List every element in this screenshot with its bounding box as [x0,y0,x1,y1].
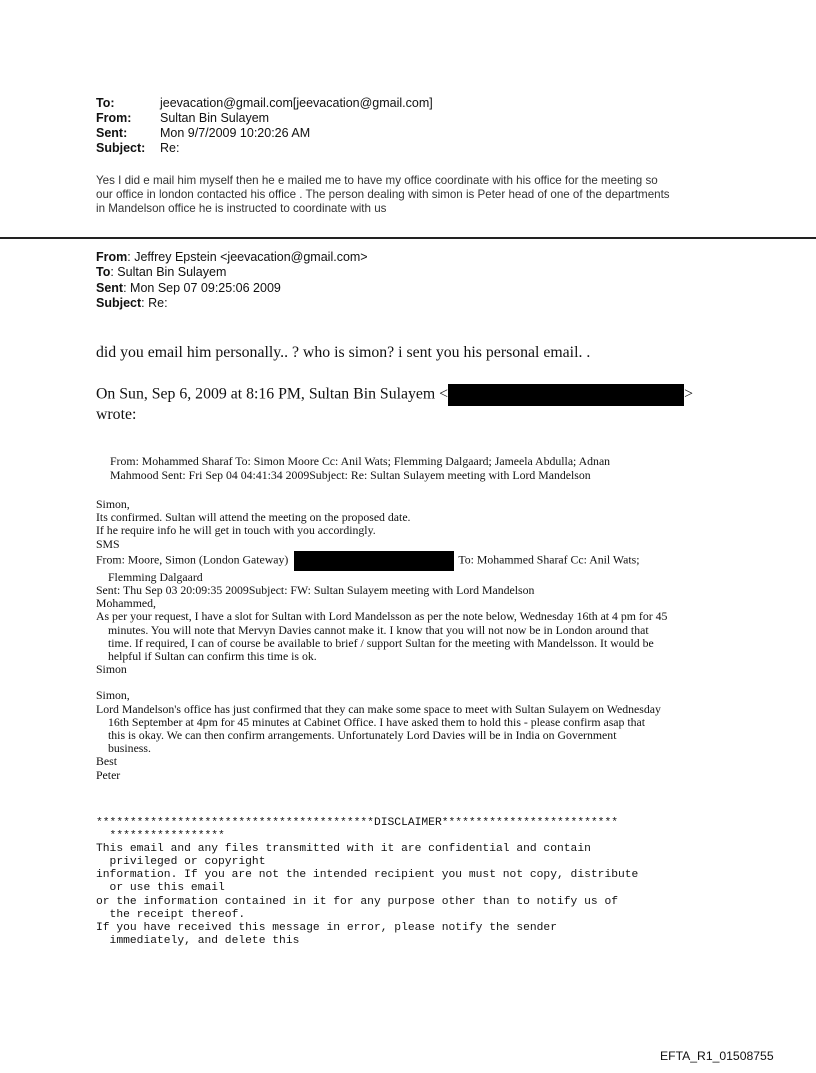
quoted-sent-value: : Mon Sep 07 09:25:06 2009 [123,280,281,295]
reply-line-1: Yes I did e mail him myself then he e mailed me to have my office coordinate with his office for the meeting so [96,174,658,187]
quoted-to-value: : Sultan Bin Sulayem [110,265,227,280]
thread-confirmed: Its confirmed. Sultan will attend the meeting on the proposed date. [96,510,411,525]
header-sent-row [96,126,776,141]
disclaimer-line-6: or use this email [96,882,225,895]
on-sun-suffix: > [684,385,693,403]
thread-flemming: Flemming Dalgaard [108,569,203,584]
reply-body [96,174,736,217]
header-sent-value: Mon 9/7/2009 10:20:26 AM [160,126,311,140]
disclaimer-line-7: or the information contained in it for any purpose other than to notify us of [96,895,619,908]
disclaimer-line-8: the receipt thereof. [96,908,246,921]
on-sun-line [96,384,736,424]
thread-from-moore-suffix: To: Mohammed Sharaf Cc: Anil Wats; [458,552,640,567]
thread-peter: Peter [96,767,121,782]
redaction-block [448,384,684,406]
thread-from-moore [96,551,736,571]
quoted-sent-label: Sent [96,280,124,295]
thread-sms: SMS [96,536,120,551]
quoted-to-label: To [96,265,111,280]
epstein-message: did you email him personally.. ? who is simon? i sent you his personal email. . [96,344,591,361]
thread-para1-line-3: time. If required, I can of course be available to brief / support Sultan for the meeting with Mandelsson. It would be [108,635,654,650]
thread-para1-line-2: minutes. You will note that Mervyn Davies cannot make it. I know that you will not now be in London around that [108,622,649,637]
thread-require-info: If he require info he will get in touch with you accordingly. [96,523,376,538]
header-from-label: From: [96,111,132,125]
forward-header [110,454,670,482]
thread-simon-sign: Simon [96,662,127,677]
thread-simon-greeting: Simon, [96,497,130,511]
reply-line-2: our office in london contacted his office . The person dealing with simon is Peter head of one of the departments [96,188,670,202]
thread-from-moore-prefix: From: Moore, Simon (London Gateway) [96,552,289,567]
header-to-value: jeevacation@gmail.com[jeevacation@gmail.com] [160,96,433,110]
header-to-label: To: [96,96,115,110]
disclaimer-line-1: *****************************************DISCLAIMER************************** [96,817,619,829]
document-id: EFTA_R1_01508755 [660,1049,774,1063]
quoted-sent-row [96,281,696,296]
thread-mohammed-greeting: Mohammed, [96,596,156,611]
thread-para2-line-3: this is okay. We can then confirm arrangements. Unfortunately Lord Davies will be in India on Government [108,728,617,743]
on-sun-wrote: wrote: [96,406,137,423]
quoted-to-row [96,265,696,280]
reply-line-3: in Mandelson office he is instructed to coordinate with us [96,202,387,216]
quoted-subject-value: : Re: [141,295,168,310]
thread-para2-line-1: Lord Mandelson's office has just confirmed that they can make some space to meet with Sultan Sulayem on Wednesday [96,701,661,716]
disclaimer-line-9: If you have received this message in error, please notify the sender [96,921,557,934]
spacer [96,676,736,689]
thread-body [96,498,736,782]
thread-para2-line-2: 16th September at 4pm for 45 minutes at Cabinet Office. I have asked them to hold this - please confirm asap that [108,714,646,729]
header-subject-value: Re: [160,141,180,155]
quoted-from-label: From [96,250,128,264]
quoted-from-value: : Jeffrey Epstein <jeevacation@gmail.com> [127,250,368,264]
quoted-subject-row [96,296,696,311]
thread-para1-line-1: As per your request, I have a slot for Sultan with Lord Mandelsson as per the note below, Wednesday 16th at 4 pm for 45 [96,609,668,624]
section-divider [0,237,816,239]
header-to-row [96,96,776,111]
on-sun-prefix: On Sun, Sep 6, 2009 at 8:16 PM, Sultan Bin Sulayem < [96,385,449,403]
thread-sent-thu: Sent: Thu Sep 03 20:09:35 2009Subject: FW: Sultan Sulayem meeting with Lord Mandelson [96,583,535,598]
thread-simon-greeting-2: Simon, [96,688,130,703]
quoted-subject-label: Subject [96,295,142,310]
header-from-row [96,111,776,126]
redaction-block [294,551,454,571]
email-header [96,96,776,156]
disclaimer [96,817,736,948]
forward-header-line-1: From: Mohammed Sharaf To: Simon Moore Cc: Anil Wats; Flemming Dalgaard; Jameela Abdulla; Adnan [110,454,611,468]
disclaimer-line-2: ***************** [96,830,225,843]
quoted-header [96,250,696,311]
header-from-value: Sultan Bin Sulayem [160,111,270,125]
disclaimer-line-5: information. If you are not the intended recipient you must not copy, distribute [96,869,639,882]
thread-para1-line-4: helpful if Sultan can confirm this time is ok. [108,649,317,664]
header-sent-label: Sent: [96,126,128,140]
disclaimer-line-10: immediately, and delete this [96,934,300,947]
header-subject-label: Subject: [96,141,146,155]
disclaimer-line-4: privileged or copyright [96,856,266,869]
disclaimer-line-3: This email and any files transmitted with it are confidential and contain [96,843,591,856]
thread-best: Best [96,754,117,769]
header-subject-row [96,141,776,156]
quoted-from-row [96,250,696,265]
forward-header-line-2: Mahmood Sent: Fri Sep 04 04:41:34 2009Subject: Re: Sultan Sulayem meeting with Lord Mandelson [110,468,591,483]
thread-para2-line-4: business. [108,741,151,756]
